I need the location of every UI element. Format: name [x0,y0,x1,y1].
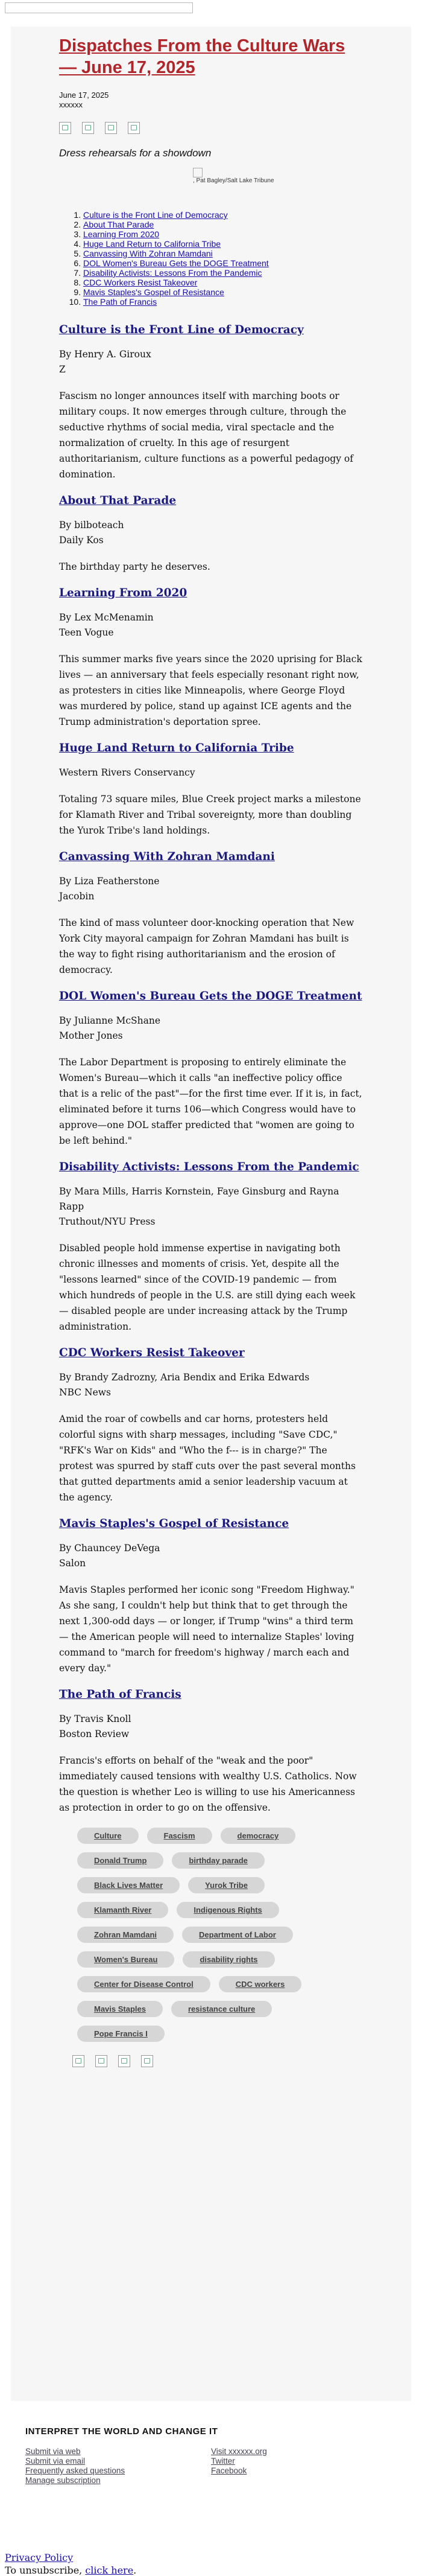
toc-link[interactable]: CDC Workers Resist Takeover [83,278,198,287]
article-summary: The kind of mass volunteer door-knocking operation that New York City mayoral campaign for Zohran Mamdani has built is the way to fight rising authoritarianism and the erosion of democracy. [59,917,354,975]
article [59,742,363,838]
tag-pill[interactable]: Center for Disease Control [77,1976,210,1992]
article-title[interactable]: About That Parade [59,494,177,507]
article-meta [59,765,363,780]
article-title[interactable]: Canvassing With Zohran Mamdani [59,850,275,863]
toc-link[interactable]: About That Parade [83,220,154,229]
tag-list [77,1828,342,2042]
newsletter-footer [11,2401,411,2528]
tag-pill[interactable]: democracy [221,1828,296,1844]
article-meta [59,347,363,377]
toc-link[interactable]: The Path of Francis [83,297,157,307]
article-source: Mother Jones [59,1030,123,1041]
tag-pill[interactable]: Women's Bureau [77,1951,174,1968]
article-author: By Chauncey DeVega [59,1543,160,1554]
article-author: By bilboteach [59,520,124,531]
article-source: NBC News [59,1387,111,1398]
article-author: By Liza Featherstone [59,876,160,887]
article-title[interactable]: The Path of Francis [59,1688,181,1701]
tag-pill[interactable]: Fascism [147,1828,212,1844]
footer-links-left [25,2447,125,2485]
article-summary: Disabled people hold immense expertise in navigating both chronic illnesses and moments of crisis. Yet, despite all the "lessons learned" since of the COVID-19 pandemic — from which hundreds of people in the U.S. are still dying each week — disabled people are under increasing attack by the Trump administration. [59,1243,356,1332]
footer-heading: INTERPRET THE WORLD AND CHANGE IT [25,2426,218,2437]
submit-email-link[interactable]: Submit via email [25,2456,86,2466]
share-icon-4[interactable] [128,122,140,134]
tag-pill[interactable]: Yurok Tribe [188,1877,265,1893]
newsletter-content [59,35,363,2080]
article-author: By Brandy Zadrozny, Aria Bendix and Erika Edwards [59,1372,310,1383]
article-meta [59,1184,363,1229]
toc-item [83,278,363,287]
toc-item [83,210,363,220]
article [59,1688,363,1816]
toc-link[interactable]: DOL Women's Bureau Gets the DOGE Treatment [83,258,269,268]
article [59,494,363,575]
tag-pill[interactable]: birthday parade [172,1852,265,1869]
article-title[interactable]: CDC Workers Resist Takeover [59,1347,245,1359]
newsletter-card [11,27,411,2401]
tag-pill[interactable]: disability rights [183,1951,274,1968]
article-title[interactable]: DOL Women's Bureau Gets the DOGE Treatment [59,990,362,1003]
article-source: Truthout/NYU Press [59,1216,156,1227]
sender-name: xxxxxx [59,100,83,109]
article [59,1347,363,1505]
share-icon-1[interactable] [59,122,71,134]
broken-image-icon [193,168,203,177]
toc-item [83,249,363,258]
tag-pill[interactable]: Culture [77,1828,139,1844]
article-author: By Lex McMenamin [59,612,154,623]
article-source: Jacobin [59,891,95,902]
article-summary: Fascism no longer announces itself with marching boots or military coups. It now emerges through culture, through the seductive rhythms of social media, viral spectacle and the normalization of cruelty. In this age of resurgent authoritarianism, culture functions as a powerful pedagogy of domination. [59,391,353,480]
header-banner-image [5,2,193,13]
article-title[interactable]: Mavis Staples's Gospel of Resistance [59,1517,289,1530]
share-bar [59,122,363,134]
article [59,990,363,1149]
article-title[interactable]: Culture is the Front Line of Democracy [59,324,304,336]
article-summary: Francis's efforts on behalf of the "weak and the poor" immediately caused tensions with wealthy U.S. Catholics. Now the question is whether Leo is willing to use his Americanness as protection in order to go on the offensive. [59,1755,357,1813]
article-title[interactable]: Disability Activists: Lessons From the Pandemic [59,1161,359,1173]
toc-link[interactable]: Canvassing With Zohran Mamdani [83,249,213,258]
footer-links-right [211,2447,267,2476]
toc-item [83,258,363,268]
article-meta [59,1013,363,1044]
tag-pill[interactable]: Indigenous Rights [177,1902,279,1918]
toc-link[interactable]: Culture is the Front Line of Democracy [83,210,228,220]
article-source: Teen Vogue [59,627,114,638]
toc-item [83,268,363,278]
unsubscribe-text: To unsubscribe, [5,2565,86,2576]
article-summary: Totaling 73 square miles, Blue Creek project marks a milestone for Klamath River and Tribal sovereignty, more than doubling the Yurok Tribe's land holdings. [59,794,361,836]
toc-link[interactable]: Learning From 2020 [83,229,160,239]
article-summary: This summer marks five years since the 2020 uprising for Black lives — an anniversary that feels especially resonant right now, as protesters in cities like Minneapolis, where George Floyd was murdered by police, stand up against ICE agents and the Trump administration's deportation spree. [59,654,362,727]
toc-item [83,297,363,307]
tag-pill[interactable]: Department of Labor [182,1927,293,1943]
faq-link[interactable]: Frequently asked questions [25,2466,125,2475]
toc-link[interactable]: Huge Land Return to California Tribe [83,239,221,249]
article-meta [59,1541,363,1571]
share-icon-2[interactable] [82,122,94,134]
article-meta [59,518,363,548]
article [59,587,363,730]
tag-pill[interactable]: resistance culture [171,2001,272,2017]
table-of-contents [59,210,363,307]
unsubscribe-row: To unsubscribe, click here. [5,2565,137,2576]
article-summary: The Labor Department is proposing to entirely eliminate the Women's Bureau—which it calls "an ineffective policy office that is a relic of the past"—for the first time ever. If it is, in fact, eliminated before it turns 106—which Congress would have to approve—one DOL staffer predicted that "women are going to be left behind." [59,1057,362,1146]
issue-dek: Dress rehearsals for a showdown [59,147,212,159]
share-icon-4[interactable] [141,2055,153,2067]
article-author: By Henry A. Giroux [59,349,151,360]
article-meta [59,1712,363,1742]
tag-pill[interactable]: Zohran Mamdani [77,1927,174,1943]
privacy-row [5,2552,73,2563]
article-source: Daily Kos [59,535,104,546]
tag-pill[interactable]: Mavis Staples [77,2001,163,2017]
visit-site-link[interactable]: Visit xxxxxx.org [211,2447,267,2456]
article-source: Z [59,364,66,375]
facebook-link[interactable]: Facebook [211,2466,247,2475]
article-summary: The birthday party he deserves. [59,561,210,572]
article-meta [59,610,363,640]
article-summary: Amid the roar of cowbells and car horns, protesters held colorful signs with sharp messages, including "Save CDC," "RFK's War on Kids" and "Who the f--- is in charge?" The protest was spurred by staff cuts over the past several months that gutted departments amid a senior leadership vacuum at the agency. [59,1414,356,1503]
toc-item [83,287,363,297]
article-summary: Mavis Staples performed her iconic song "Freedom Highway." As she sang, I couldn't help but think that to get through the next 1,300-odd days — or longer, if Trump "wins" a third term — the American people will need to internalize Staples' loving command to "march for freedom's highway / march each and every day." [59,1584,354,1674]
article-source: Boston Review [59,1729,130,1739]
tag-pill[interactable]: Donald Trump [77,1852,163,1869]
tag-pill[interactable]: Pope Francis I [77,2026,165,2042]
article-author: By Julianne McShane [59,1015,161,1026]
share-bar-bottom [72,2055,363,2067]
article-meta [59,1370,363,1400]
article-author: By Travis Knoll [59,1714,131,1724]
article-author: By Mara Mills, Harris Kornstein, Faye Ginsburg and Rayna Rapp [59,1186,339,1212]
newsletter-title[interactable]: Dispatches From the Culture Wars — June 17, 2025 [59,36,345,77]
cartoon-image [193,168,363,185]
issue-date: June 17, 2025 [59,91,109,100]
share-icon-3[interactable] [105,122,117,134]
article [59,850,363,978]
article-source: Salon [59,1558,86,1569]
article [59,1161,363,1334]
article [59,324,363,482]
article-title[interactable]: Learning From 2020 [59,587,187,599]
tag-pill[interactable]: Klamanth River [77,1902,168,1918]
share-icon-2[interactable] [95,2055,107,2067]
privacy-policy-link[interactable]: Privacy Policy [5,2552,74,2563]
toc-item [83,239,363,249]
tag-pill[interactable]: Black Lives Matter [77,1877,180,1893]
article-title[interactable]: Huge Land Return to California Tribe [59,742,294,754]
tag-pill[interactable]: CDC workers [219,1976,302,1992]
share-icon-3[interactable] [118,2055,130,2067]
article [59,1517,363,1676]
submit-web-link[interactable]: Submit via web [25,2447,81,2456]
article-source: Western Rivers Conservancy [59,767,195,778]
unsubscribe-link[interactable]: click here [85,2565,134,2576]
article-meta [59,874,363,904]
twitter-link[interactable]: Twitter [211,2456,235,2466]
share-icon-1[interactable] [72,2055,84,2067]
toc-item [83,220,363,229]
manage-subscription-link[interactable]: Manage subscription [25,2476,101,2485]
photo-credit: , Pat Bagley/Salt Lake Tribune [193,177,274,184]
toc-link[interactable]: Mavis Staples's Gospel of Resistance [83,287,224,297]
toc-link[interactable]: Disability Activists: Lessons From the Pandemic [83,268,262,278]
toc-item [83,229,363,239]
